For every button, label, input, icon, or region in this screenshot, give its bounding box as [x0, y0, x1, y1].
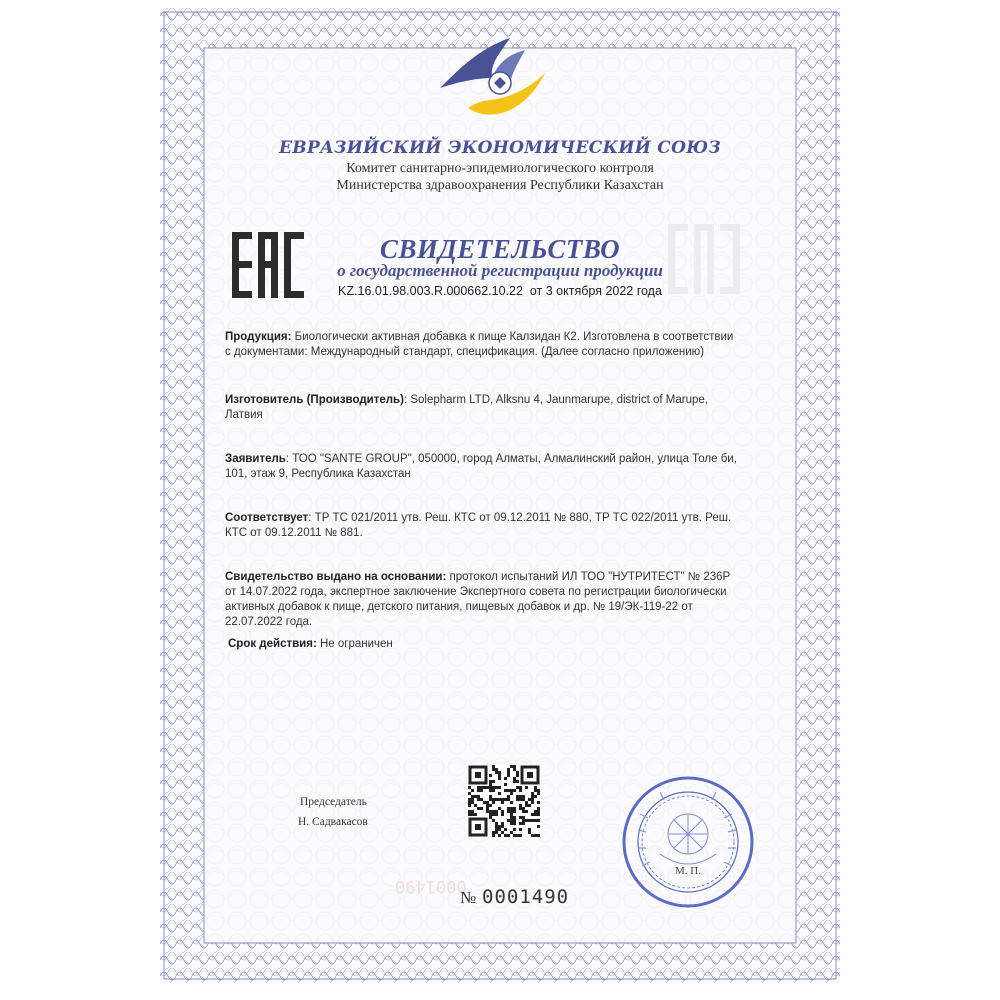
official-stamp — [620, 774, 756, 910]
basis-text-2: от 14.07.2022 года, экспертное заключение Экспертного совета по регистрации биологически — [225, 586, 727, 598]
ministry-name: Министерства здравоохранения Республики Казахстан — [336, 178, 664, 193]
basis-label: Свидетельство выдано на основании: — [225, 571, 447, 583]
registration-date: от 3 октября 2022 года — [529, 284, 662, 298]
certificate-sheet — [160, 8, 840, 983]
product-label: Продукция: — [225, 331, 292, 343]
registration-number: KZ.16.01.98.003.R.000662.10.22 — [338, 284, 523, 298]
certificate-title: СВИДЕТЕЛЬСТВО — [379, 234, 621, 264]
applicant-label: Заявитель — [225, 453, 286, 465]
basis-text-3: активных добавок к пище, детского питания, пищевых добавок и др. № 19/ЭК-119-22 от — [225, 601, 693, 613]
product-block — [225, 330, 765, 360]
signatory-name: Н. Садвакасов — [298, 816, 368, 828]
eaeu-logo — [430, 28, 560, 123]
serial-label: № — [460, 888, 477, 907]
basis-text-4: 22.07.2022 года. — [225, 616, 313, 628]
registration-line — [160, 284, 840, 298]
manufacturer-text-2: Латвия — [225, 409, 263, 421]
qr-code — [468, 765, 540, 837]
stamp-mp-label: М. П. — [675, 865, 701, 877]
applicant-block — [225, 452, 765, 482]
manufacturer-label: Изготовитель (Производитель) — [225, 394, 404, 406]
product-text-1: Биологически активная добавка к пище Калзидан К2. Изготовлена в соответствии — [294, 331, 734, 343]
applicant-text-2: 101, этаж 9, Республика Казахстан — [225, 468, 411, 480]
applicant-text-1: : ТОО "SANTE GROUP", 050000, город Алматы, Алмалинский район, улица Толе би, — [285, 453, 737, 465]
union-name: ЕВРАЗИЙСКИЙ ЭКОНОМИЧЕСКИЙ СОЮЗ — [279, 138, 721, 158]
conformity-text-1: : ТР ТС 021/2011 утв. Реш. КТС от 09.12.2011 № 880, ТР ТС 022/2011 утв. Реш. — [308, 512, 732, 524]
product-text-2: с документами: Международный стандарт, спецификация. (Далее согласно приложению) — [225, 346, 705, 358]
validity-value: Не ограничен — [316, 638, 393, 650]
basis-text-1: протокол испытаний ИЛ ТОО "НУТРИТЕСТ" № 236Р — [446, 571, 731, 583]
signatory-role: Председатель — [300, 796, 367, 808]
validity-block — [228, 637, 768, 652]
manufacturer-text-1: : Solepharm LTD, Alksnu 4, Jaunmarupe, district of Marupe, — [403, 394, 708, 406]
committee-name: Комитет санитарно-эпидемиологического контроля — [346, 161, 654, 176]
serial-number: 0001490 — [482, 886, 570, 908]
conformity-label: Соответствует — [225, 512, 309, 524]
basis-block — [225, 570, 765, 630]
certificate-subtitle: о государственной регистрации продукции — [337, 261, 663, 280]
validity-label: Срок действия: — [228, 638, 317, 650]
serial-ghost: 0001490 — [395, 876, 467, 896]
conformity-block — [225, 511, 765, 541]
conformity-text-2: КТС от 09.12.2011 № 881. — [225, 527, 363, 539]
manufacturer-block — [225, 393, 765, 423]
